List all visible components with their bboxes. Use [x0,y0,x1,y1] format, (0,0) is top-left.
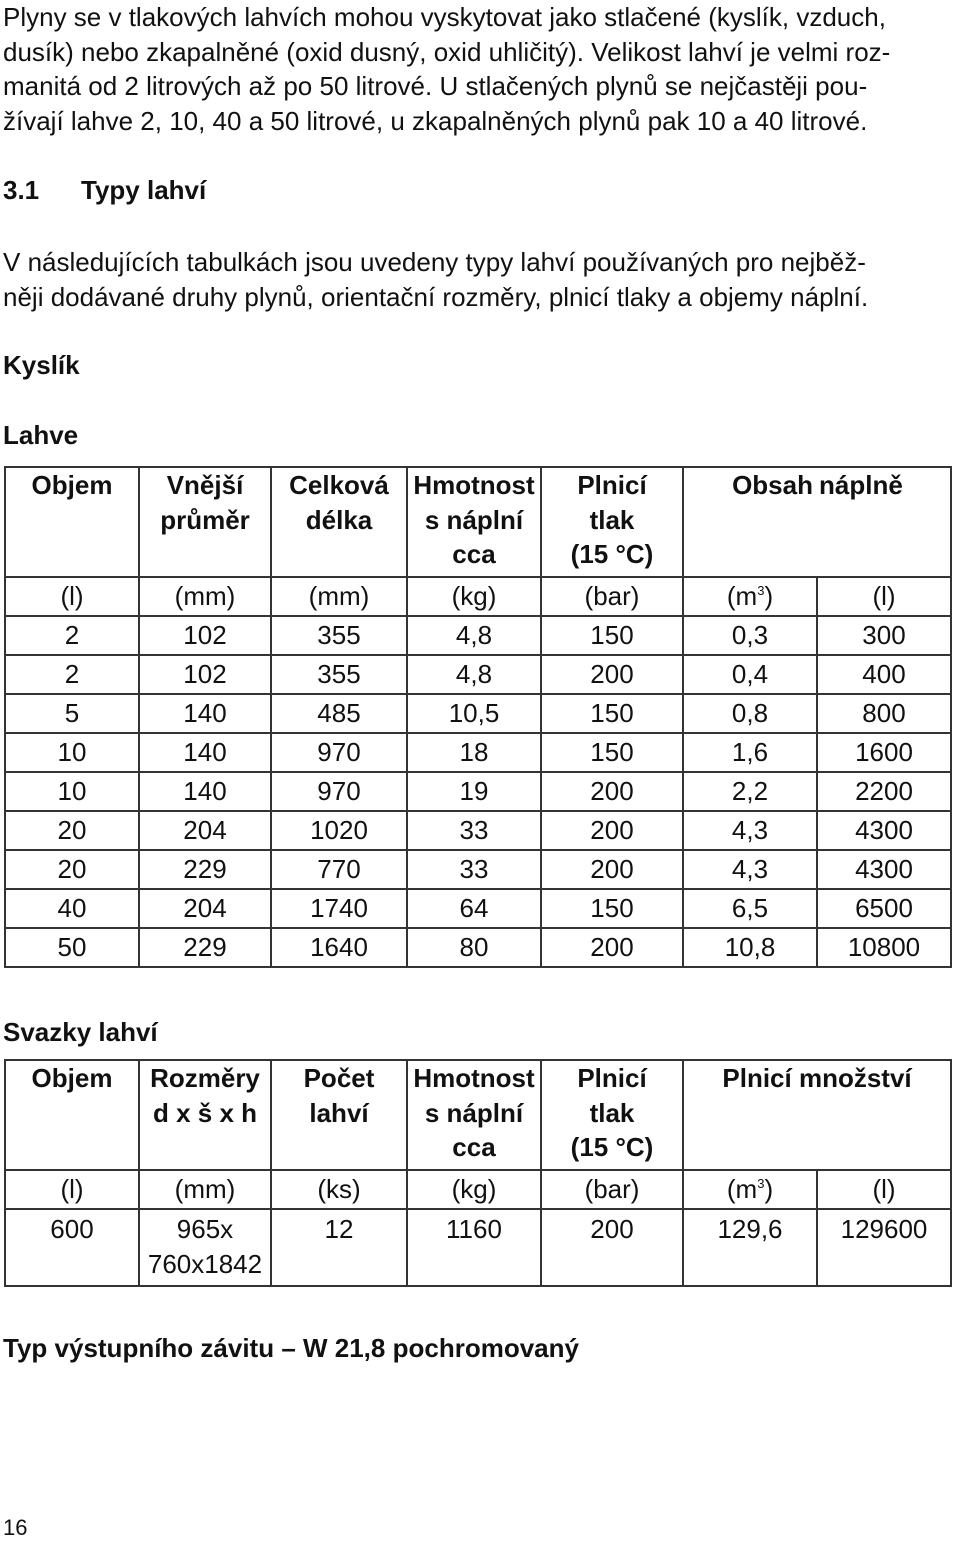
table-cell: 2200 [817,772,951,811]
unit-cell: $(m^3)$ [683,577,817,616]
table-cell: 129,6 [683,1209,817,1286]
table-cell: 200 [541,772,683,811]
units-row [5,577,951,616]
table-cell: 965x 760x1842 [139,1209,271,1286]
section-paragraph [3,245,955,314]
table-row [5,694,951,733]
table-cell: 2 [5,616,139,655]
bundles-heading: Svazky lahví [3,1017,158,1047]
table-cell: 485 [271,694,407,733]
section-number: 3.1 [3,175,40,205]
thread-note: Typ výstupního závitu – W 21,8 pochromovaný [3,1333,579,1363]
table-row [5,616,951,655]
unit-cell: (kg) [407,1170,541,1209]
table-row [5,772,951,811]
unit-cell: (bar) [541,1170,683,1209]
unit-cell: (l) [817,577,951,616]
unit-cell: (l) [817,1170,951,1209]
unit-cell: $(m^3)$ [683,1170,817,1209]
table-cell: 6500 [817,889,951,928]
header-cell: Hmotnost s náplní cca [407,467,541,577]
table-cell: 1160 [407,1209,541,1286]
section-heading [3,175,206,206]
table-cell: 50 [5,928,139,967]
table-cell: 229 [139,928,271,967]
intro-line: dusík) nebo zkapalněné (oxid dusný, oxid uhličitý). Velikost lahví je velmi roz- [3,36,891,67]
intro-line: manitá od 2 litrových až po 50 litrové. U stlačených plynů se nejčastěji pou- [3,71,868,101]
table-cell: 12 [271,1209,407,1286]
table-cell: 229 [139,850,271,889]
table-cell: 10800 [817,928,951,967]
table-cell: 200 [541,655,683,694]
table-cell: 140 [139,772,271,811]
table-row [5,733,951,772]
unit-cell: (kg) [407,577,541,616]
table-cell: 64 [407,889,541,928]
intro-paragraph [3,0,955,138]
header-cell: Objem [5,1060,139,1170]
table-cell: 0,4 [683,655,817,694]
table-cell: 200 [541,928,683,967]
header-cell: Celková délka [271,467,407,577]
table-cell: 200 [541,811,683,850]
units-row [5,1170,951,1209]
section-line: V následujících tabulkách jsou uvedeny typy lahví používaných pro nejběž- [3,247,866,277]
table-cell: 204 [139,889,271,928]
table-cell: 1740 [271,889,407,928]
header-cell: Obsah [683,467,817,577]
table-cell: 33 [407,811,541,850]
header-cell: Plnicí tlak (15 °C) [541,467,683,577]
table-cell: 150 [541,733,683,772]
table-cell: 40 [5,889,139,928]
unit-cell: (ks) [271,1170,407,1209]
table-cell: 0,8 [683,694,817,733]
table-row [5,655,951,694]
table-cell: 400 [817,655,951,694]
table-cell: 1640 [271,928,407,967]
intro-line: žívají lahve 2, 10, 40 a 50 litrové, u zkapalněných plynů pak 10 a 40 litrové. [3,105,868,136]
table-cell: 20 [5,850,139,889]
table-cell: 2 [5,655,139,694]
bundles-table [4,1059,952,1287]
table-cell: 355 [271,616,407,655]
unit-cell: (mm) [271,577,407,616]
section-line: něji dodávané druhy plynů, orientační rozměry, plnicí tlaky a objemy náplní. [3,281,869,312]
table-header-row [5,1060,951,1170]
table-cell: 20 [5,811,139,850]
table-row [5,1209,951,1286]
table-row [5,889,951,928]
table-cell: 6,5 [683,889,817,928]
cylinders-heading: Lahve [3,420,79,450]
table-cell: 18 [407,733,541,772]
table-cell: 140 [139,694,271,733]
table-cell: 140 [139,733,271,772]
table-cell: 10,8 [683,928,817,967]
table-cell: 33 [407,850,541,889]
header-cell: Počet lahví [271,1060,407,1170]
section-title: Typy lahví [81,175,207,205]
table-row [5,928,951,967]
table-cell: 970 [271,772,407,811]
table-cell: 204 [139,811,271,850]
table-cell: 800 [817,694,951,733]
unit-cell: (l) [5,577,139,616]
unit-cell: (mm) [139,1170,271,1209]
table-cell: 770 [271,850,407,889]
header-cell: Plnicí tlak (15 °C) [541,1060,683,1170]
header-cell: Vnější průměr [139,467,271,577]
table-cell: 4,8 [407,616,541,655]
header-cell: Rozměry d x š x h [139,1060,271,1170]
table-cell: 150 [541,616,683,655]
table-cell: 10,5 [407,694,541,733]
table-cell: 4300 [817,850,951,889]
unit-cell: (l) [5,1170,139,1209]
header-cell: Hmotnost s náplní cca [407,1060,541,1170]
table-cell: 150 [541,694,683,733]
cylinders-table [4,466,952,968]
unit-cell: (bar) [541,577,683,616]
table-cell: 10 [5,772,139,811]
table-cell: 102 [139,655,271,694]
table-cell: 200 [541,1209,683,1286]
table-cell: 4,3 [683,811,817,850]
table-row [5,850,951,889]
unit-cell: (mm) [139,577,271,616]
table-cell: 4,8 [407,655,541,694]
table-cell: 1600 [817,733,951,772]
table-cell: 4300 [817,811,951,850]
table-cell: 80 [407,928,541,967]
intro-line: Plyny se v tlakových lahvích mohou vyskytovat jako stlačené (kyslík, vzduch, [3,2,886,32]
table-cell: 300 [817,616,951,655]
table-cell: 970 [271,733,407,772]
table-cell: 102 [139,616,271,655]
table-cell: 10 [5,733,139,772]
gas-heading: Kyslík [3,350,80,380]
header-cell: Objem [5,467,139,577]
page-number: 16 [3,1515,28,1540]
table-cell: 4,3 [683,850,817,889]
table-cell: 2,2 [683,772,817,811]
table-cell: 0,3 [683,616,817,655]
header-cell: náplně [817,467,951,577]
table-header-row [5,467,951,577]
table-cell: 19 [407,772,541,811]
table-cell: 1,6 [683,733,817,772]
table-cell: 600 [5,1209,139,1286]
header-cell: Plnicí množství [683,1060,951,1170]
table-cell: 150 [541,889,683,928]
table-cell: 1020 [271,811,407,850]
table-cell: 355 [271,655,407,694]
table-cell: 5 [5,694,139,733]
table-cell: 200 [541,850,683,889]
table-row [5,811,951,850]
table-cell: 129600 [817,1209,951,1286]
